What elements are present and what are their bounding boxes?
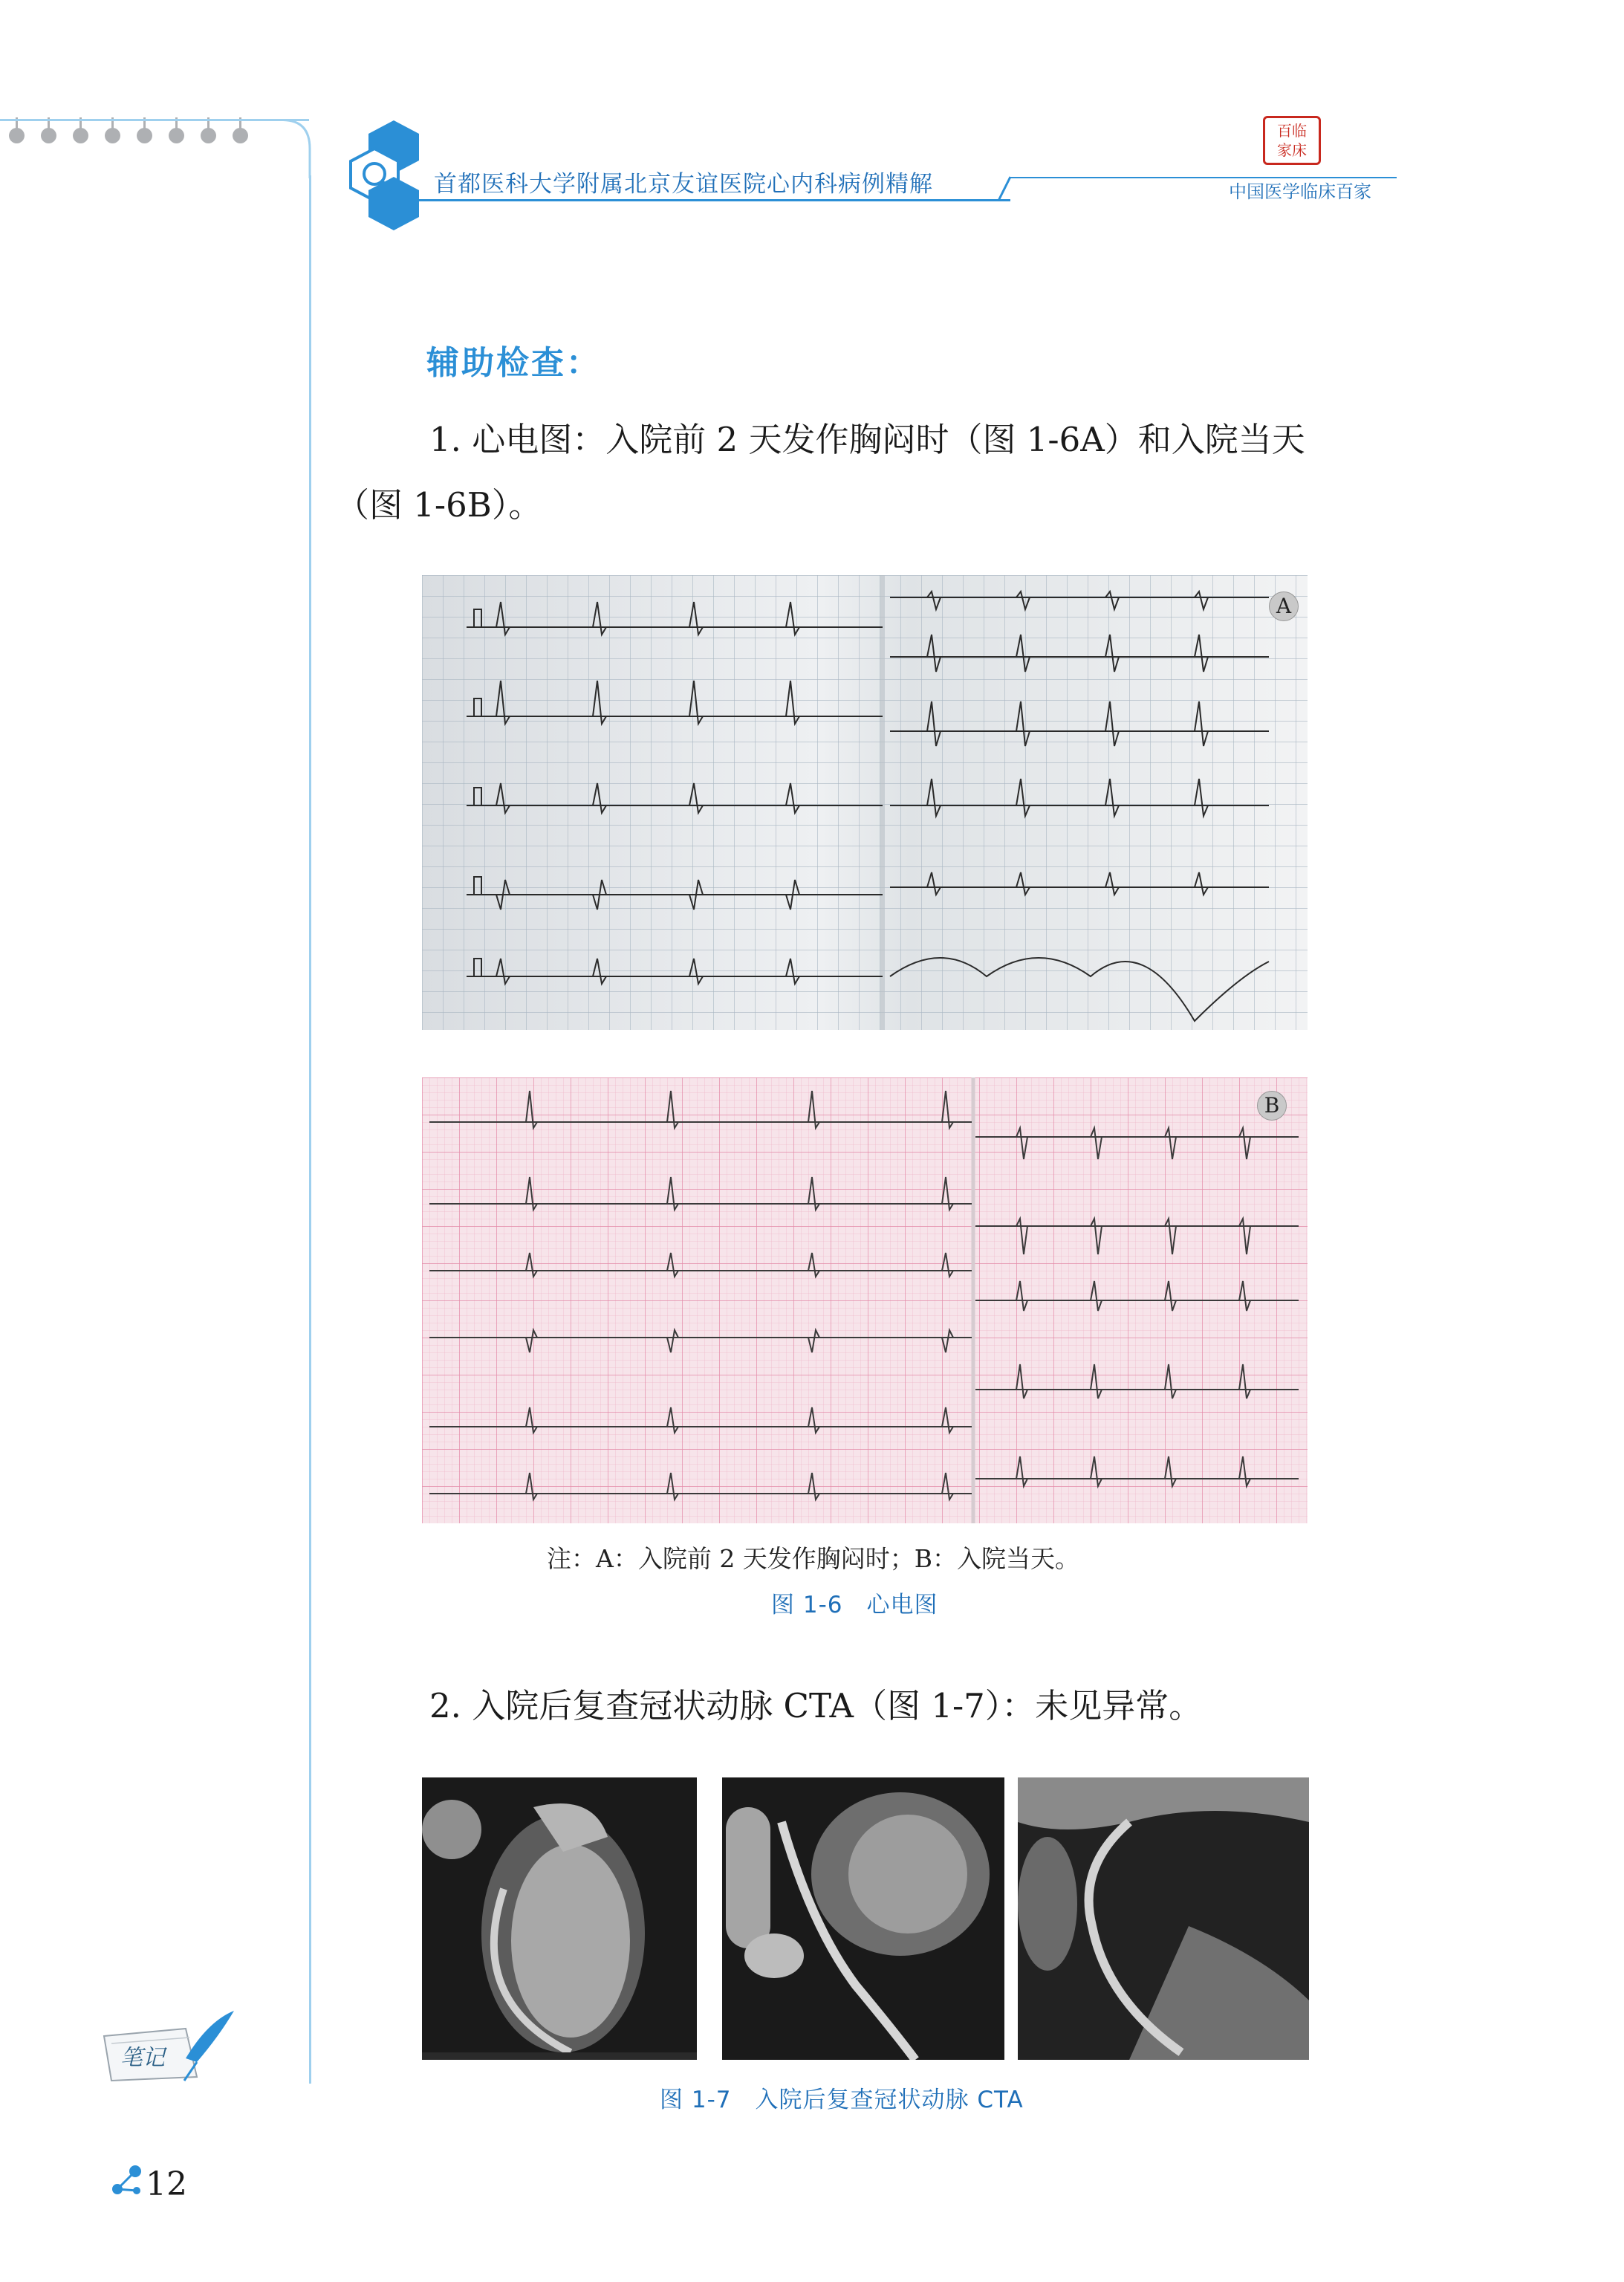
- binding-dot: [41, 128, 56, 143]
- binding-dots: [9, 128, 248, 143]
- paragraph-ecg-line2: （图 1-6B）。: [336, 485, 542, 525]
- cta-scan-1: [422, 1777, 697, 2060]
- cta-image-1: [422, 1777, 697, 2060]
- cta-image-3: [1018, 1777, 1309, 2060]
- ecg-image-b: [422, 1077, 1308, 1523]
- notes-margin-icon: [97, 2006, 238, 2091]
- panel-label-a: A: [1269, 591, 1299, 621]
- top-rule: [0, 119, 309, 121]
- margin-rule: [309, 175, 311, 2084]
- ecg-image-a: [422, 575, 1308, 1030]
- cta-scan-2: [722, 1777, 1004, 2060]
- panel-label-b: B: [1257, 1091, 1287, 1121]
- cta-image-2: [722, 1777, 1004, 2060]
- header-rule-joint: [995, 175, 1013, 202]
- binding-dot: [73, 128, 88, 143]
- series-seal-logo: 百临 家床: [1263, 116, 1321, 165]
- binding-dot: [9, 128, 25, 143]
- binding-dot: [105, 128, 120, 143]
- binding-dot: [137, 128, 152, 143]
- figure-1-7-caption: 图 1-7 入院后复查冠状动脉 CTA: [660, 2087, 1024, 2113]
- running-header-title: 首都医科大学附属北京友谊医院心内科病例精解: [434, 171, 933, 198]
- ecg-b-tracing: [422, 1077, 1308, 1523]
- figure-1-6-note: 注：A：入院前 2 天发作胸闷时；B：入院当天。: [547, 1544, 1080, 1573]
- header-rule: [407, 199, 1010, 201]
- section-heading: 辅助检查：: [426, 344, 601, 382]
- ecg-a-tracing: [422, 575, 1308, 1030]
- binding-dot: [201, 128, 216, 143]
- paragraph-cta: 2. 入院后复查冠状动脉 CTA（图 1-7）：未见异常。: [429, 1686, 1203, 1725]
- figure-1-6-caption: 图 1-6 心电图: [771, 1592, 938, 1618]
- quill-notes-icon: [97, 2006, 238, 2088]
- binding-dot: [233, 128, 248, 143]
- paragraph-ecg-line1: 1. 心电图：入院前 2 天发作胸闷时（图 1-6A）和入院当天: [429, 420, 1305, 459]
- molecule-icon: [110, 2162, 144, 2198]
- cta-scan-3: [1018, 1777, 1309, 2060]
- margin-corner: [282, 119, 312, 178]
- hexagon-logo-icon: [349, 119, 438, 230]
- page-number: 12: [146, 2165, 187, 2203]
- binding-dot: [169, 128, 184, 143]
- notes-label: 笔记: [120, 2045, 165, 2071]
- series-name: 中国医学临床百家: [1229, 181, 1371, 202]
